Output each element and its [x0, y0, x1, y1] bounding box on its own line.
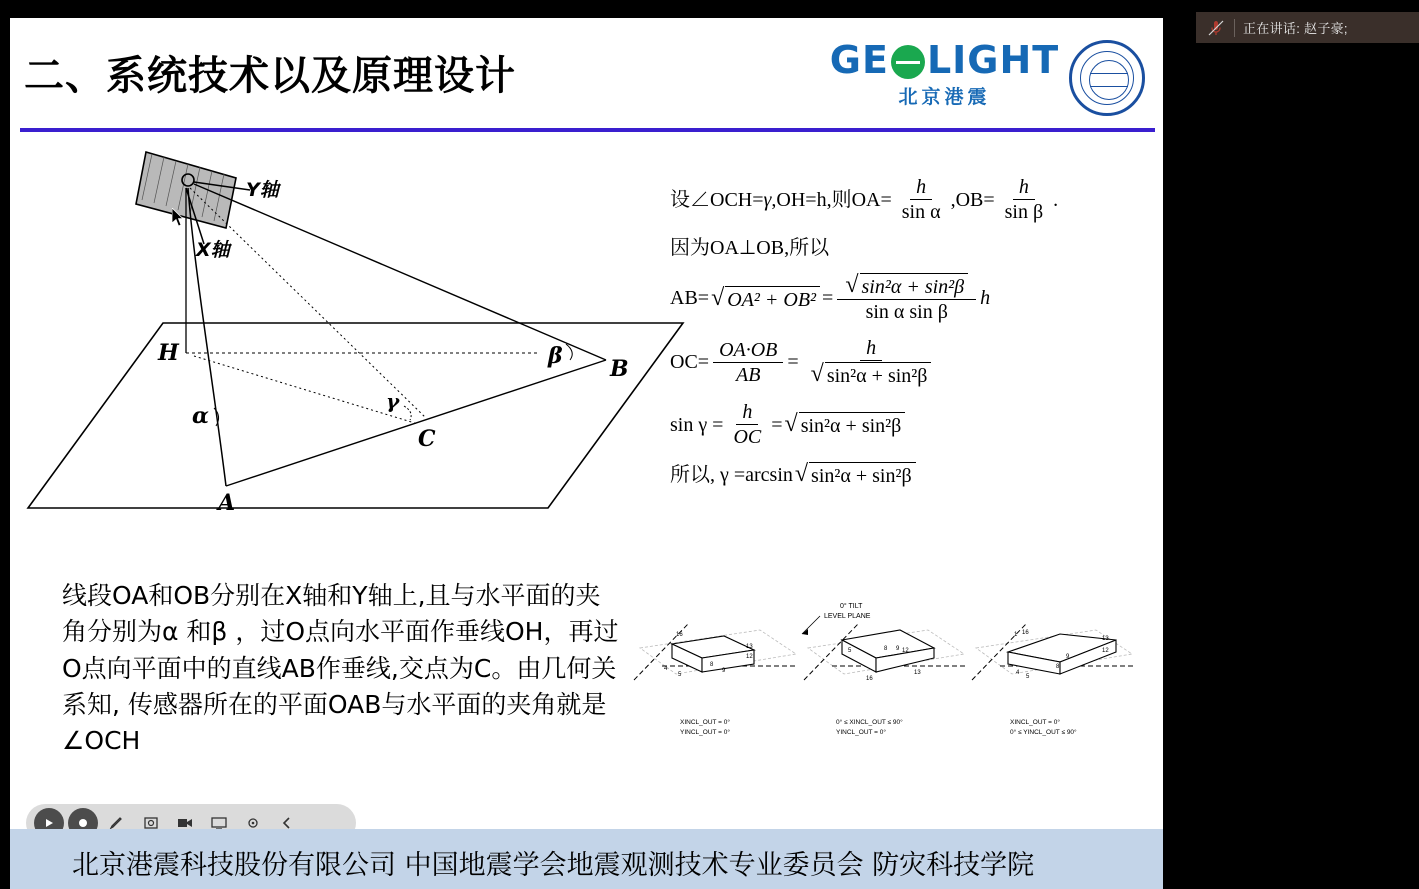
svg-text:5: 5: [678, 672, 682, 678]
formula-ab-fraction: [837, 273, 976, 323]
globe-icon: [891, 45, 925, 79]
formula-oc-label: OC=: [670, 351, 710, 373]
formula-ab-rad1: OA² + OB²: [725, 286, 820, 311]
svg-text:9: 9: [722, 668, 726, 674]
svg-text:XINCL_OUT = 0°: XINCL_OUT = 0°: [680, 719, 730, 726]
svg-text:13: 13: [746, 644, 753, 650]
formula-oc-frac1-den: AB: [736, 363, 761, 386]
geometry-tilt-diagram: [18, 138, 698, 558]
formula-sing-eq: =: [771, 413, 783, 436]
svg-text:4: 4: [664, 666, 668, 672]
formula-sing-frac-den: OC: [733, 426, 762, 448]
svg-text:α: α: [192, 403, 209, 429]
speaker-status-bar: [1196, 12, 1419, 43]
logo-wordmark-right: LIGHT: [926, 38, 1060, 82]
svg-text:YINCL_OUT = 0°: YINCL_OUT = 0°: [680, 729, 730, 736]
formula-line-2: 因为OA⊥OB,所以: [670, 237, 830, 259]
formula-line1-frac1-num: h: [910, 176, 932, 200]
formula-line1-ob: ,OB=: [950, 188, 995, 211]
formula-oc-eq: =: [787, 351, 799, 373]
svg-text:β: β: [548, 343, 563, 369]
formula-ab-frac-den: sin α sin β: [865, 301, 948, 323]
svg-text:12: 12: [1102, 648, 1109, 654]
svg-text:X轴: X轴: [196, 239, 230, 261]
svg-text:0° ≤ XINCL_OUT ≤ 90°: 0° ≤ XINCL_OUT ≤ 90°: [836, 719, 903, 726]
svg-text:12: 12: [746, 654, 753, 660]
radical-sign-icon: √: [794, 461, 809, 487]
svg-text:16: 16: [1022, 630, 1029, 636]
formula-oc-frac2-den-text: sin²α + sin²β: [825, 362, 932, 387]
formula-ab-eq: =: [822, 287, 834, 309]
svg-text:γ: γ: [386, 389, 400, 413]
svg-text:8: 8: [710, 662, 714, 668]
formula-final-rad-text: sin²α + sin²β: [809, 462, 916, 487]
logo-wordmark: [822, 38, 1067, 82]
svg-text:12: 12: [902, 648, 909, 654]
microphone-icon: [1206, 18, 1226, 38]
svg-text:5: 5: [1026, 674, 1030, 680]
formula-line1-frac1-den: sin α: [901, 201, 941, 223]
svg-text:H: H: [158, 340, 179, 366]
svg-text:C: C: [418, 426, 436, 452]
accelerometer-orientation-figures: [628, 596, 1148, 756]
svg-text:A: A: [218, 490, 236, 516]
formula-fraction-oa: [896, 176, 947, 223]
svg-text:5: 5: [848, 648, 852, 654]
formula-oc-frac2-den: [803, 361, 940, 387]
company-logo: [822, 38, 1067, 118]
speaker-status-text: 正在讲话: 赵子豪;: [1243, 21, 1348, 36]
formula-oc-frac1-num: OA·OB: [713, 339, 783, 363]
formula-ab-label: AB=: [670, 287, 710, 309]
svg-text:16: 16: [866, 676, 873, 682]
formula-line1-frac2-num: h: [1013, 176, 1035, 200]
formula-ab-frac-num-text: sin²α + sin²β: [860, 273, 969, 298]
formula-line1-gamma: γ: [763, 188, 772, 211]
formula-line-final: [670, 462, 1160, 487]
header-divider: [20, 128, 1155, 132]
footer-text: 北京港震科技股份有限公司 中国地震学会地震观测技术专业委员会 防灾科技学院: [72, 850, 1035, 881]
formula-ab-tail: h: [980, 287, 991, 309]
svg-text:16: 16: [676, 632, 683, 638]
slide-footer: [10, 829, 1163, 889]
formula-sing-fraction: [727, 401, 767, 448]
svg-text:8: 8: [1056, 664, 1060, 670]
radical-sign-icon: √: [711, 284, 725, 311]
svg-text:8: 8: [884, 646, 888, 652]
svg-text:9: 9: [1066, 654, 1070, 660]
formula-sing-radical: [785, 412, 906, 437]
svg-text:1: 1: [1014, 632, 1018, 638]
svg-text:9: 9: [896, 646, 900, 652]
slide-header: [10, 18, 1163, 121]
svg-text:0° TILT: 0° TILT: [840, 603, 863, 610]
formula-oc-fraction-1: [713, 339, 783, 386]
formula-ab-radical: [711, 286, 820, 311]
svg-text:13: 13: [1102, 636, 1109, 642]
svg-text:B: B: [610, 356, 629, 382]
formula-sing-label: sin γ =: [670, 413, 724, 436]
formula-block: [670, 176, 1160, 501]
formula-line-sin-gamma: [670, 401, 1160, 448]
formula-line1-frac2-den: sin β: [1004, 201, 1044, 223]
formula-sing-frac-num: h: [736, 401, 758, 425]
formula-oc-den-radical: [811, 362, 932, 387]
formula-ab-num-radical: [845, 273, 968, 298]
formula-oc-fraction-2: [803, 337, 940, 387]
formula-line-ab: [670, 273, 1160, 323]
formula-line-oc: [670, 337, 1160, 387]
presentation-slide: [10, 18, 1163, 889]
svg-text:YINCL_OUT = 0°: YINCL_OUT = 0°: [836, 729, 886, 736]
logo-wordmark-left: GE: [829, 38, 889, 82]
formula-line-1: [670, 176, 1160, 223]
radical-sign-icon: √: [845, 272, 859, 298]
logo-subtitle: 北京港震: [898, 86, 991, 108]
formula-final-label: 所以, γ =arcsin: [670, 463, 793, 486]
formula-line1-prefix: 设∠OCH=: [670, 188, 764, 211]
svg-text:4: 4: [1016, 670, 1020, 676]
formula-ab-frac-num: [837, 273, 976, 300]
slide-body-text: 线段OA和OB分别在X轴和Y轴上,且与水平面的夹角分别为α 和β ，过O点向水平面作垂线OH，再过O点向平面中的直线AB作垂线,交点为C。由几何关系知, 传感器所在的平面OAB与水平面的夹角就是∠OCH: [62, 581, 619, 755]
official-seal-icon: [1069, 40, 1145, 116]
page-title: 二、系统技术以及原理设计: [24, 53, 516, 99]
svg-text:XINCL_OUT = 0°: XINCL_OUT = 0°: [1010, 719, 1060, 726]
speaker-bar-divider: [1234, 19, 1235, 37]
formula-sing-rad-text: sin²α + sin²β: [799, 412, 906, 437]
formula-final-radical: [795, 462, 916, 487]
seal-globe-shape: [1089, 60, 1129, 100]
formula-oc-frac2-num: h: [860, 337, 882, 361]
svg-text:LEVEL PLANE: LEVEL PLANE: [824, 613, 871, 620]
formula-line1-mid: ,OH=h,则OA=: [771, 188, 892, 211]
svg-text:13: 13: [914, 670, 921, 676]
formula-line1-end: .: [1053, 188, 1059, 211]
svg-text:Y轴: Y轴: [246, 179, 279, 201]
svg-text:0° ≤ YINCL_OUT ≤ 90°: 0° ≤ YINCL_OUT ≤ 90°: [1010, 729, 1077, 736]
formula-fraction-ob: [999, 176, 1050, 223]
radical-sign-icon: √: [784, 411, 798, 437]
radical-sign-icon: √: [810, 361, 824, 387]
